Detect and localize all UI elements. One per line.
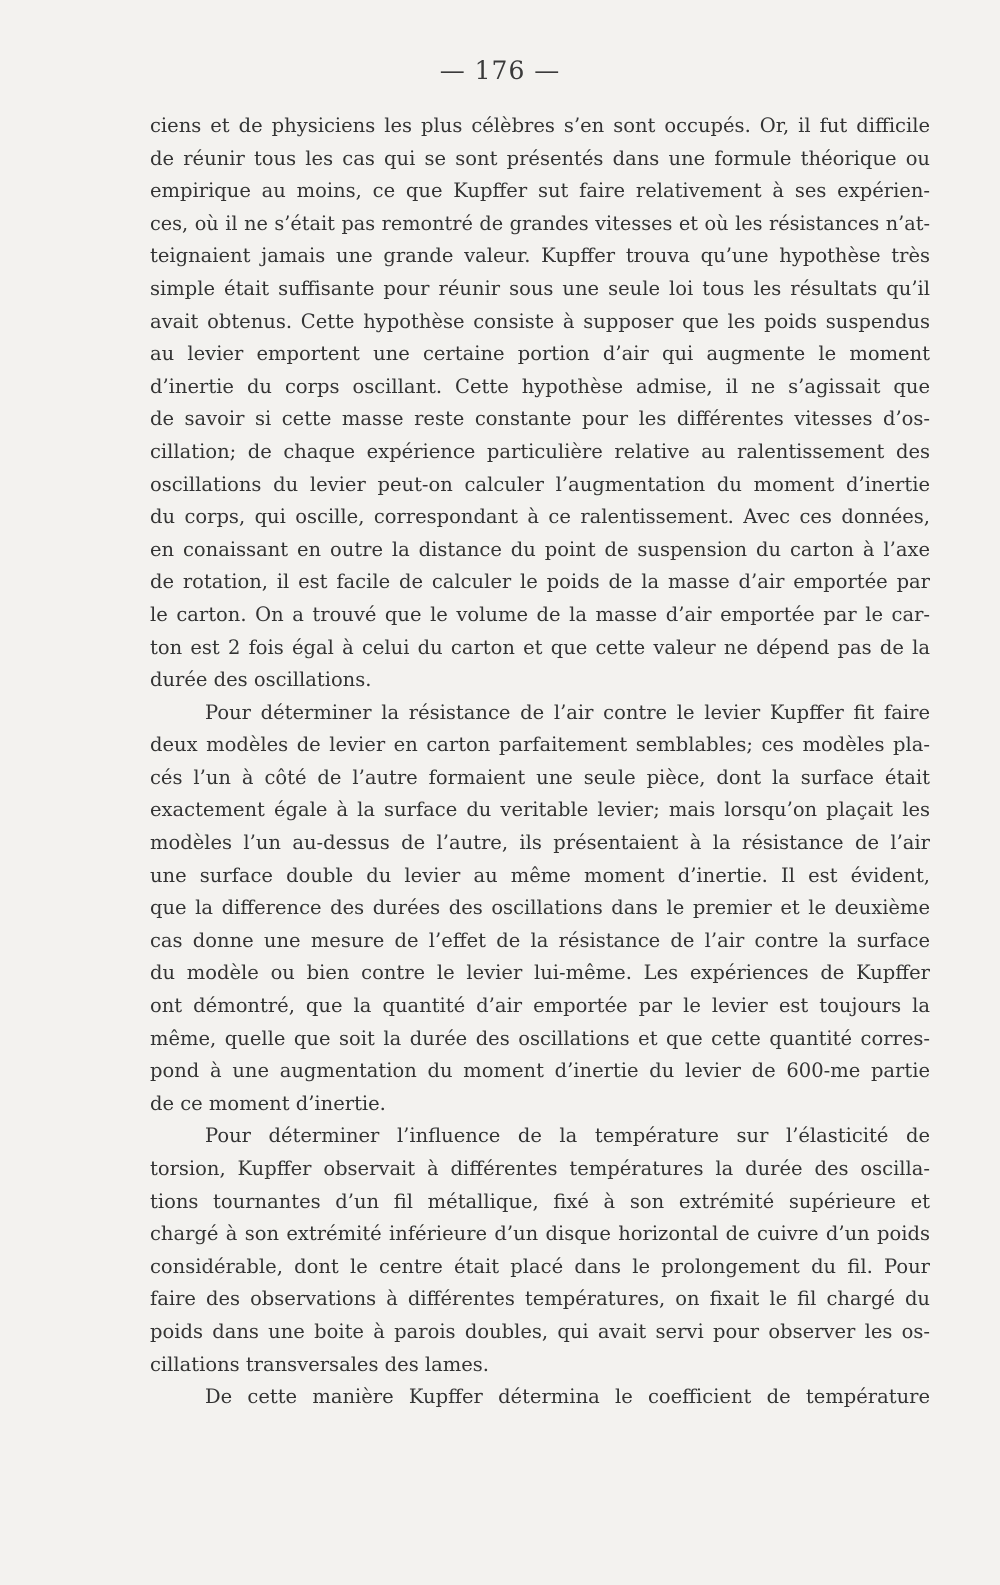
text-line: de ce moment d’inertie. xyxy=(150,1091,386,1115)
text-line: ces, où il ne s’était pas remontré de grandes vitesses et où les résistances n’at- xyxy=(150,211,930,235)
text-line: avait obtenus. Cette hypothèse consiste à supposer que les poids suspendus xyxy=(150,309,930,333)
text-line: de rotation, il est facile de calculer le poids de la masse d’air emportée par xyxy=(150,570,930,594)
text-line: modèles l’un au-dessus de l’autre, ils présentaient à la résistance de l’air xyxy=(150,831,930,855)
text-line: durée des oscillations. xyxy=(150,668,372,692)
text-line: teignaient jamais une grande valeur. Kupffer trouva qu’une hypothèse très xyxy=(150,244,930,268)
text-line: torsion, Kupffer observait à différentes températures la durée des oscilla- xyxy=(150,1157,930,1180)
text-line: considérable, dont le centre était placé dans le prolongement du fil. Pour xyxy=(150,1254,930,1278)
text-line: ciens et de physiciens les plus célèbres s’en sont occupés. Or, il fut difficile xyxy=(150,114,930,137)
text-line: une surface double du levier au même moment d’inertie. Il est évident, xyxy=(150,863,930,887)
text-line: ont démontré, que la quantité d’air emportée par le levier est toujours la xyxy=(150,994,930,1018)
text-line: poids dans une boite à parois doubles, qui avait servi pour observer les os- xyxy=(150,1319,930,1343)
text-line: même, quelle que soit la durée des oscillations et que cette quantité corres- xyxy=(150,1026,930,1050)
text-line: tions tournantes d’un fil métallique, fixé à son extrémité supérieure et xyxy=(150,1189,930,1213)
text-line: empirique au moins, ce que Kupffer sut faire relativement à ses expérien- xyxy=(150,179,930,203)
text-line: faire des observations à différentes températures, on fixait le fil chargé du xyxy=(150,1287,930,1311)
text-line: exactement égale à la surface du veritable levier; mais lorsqu’on plaçait les xyxy=(150,798,930,822)
text-line: que la difference des durées des oscillations dans le premier et le deuxième xyxy=(150,896,930,920)
text-line: Pour déterminer la résistance de l’air contre le levier Kupffer fit faire xyxy=(205,700,930,724)
text-line: cillation; de chaque expérience particulière relative au ralentissement des xyxy=(150,439,930,463)
text-line: De cette manière Kupffer détermina le coefficient de température xyxy=(205,1385,930,1409)
text-line: chargé à son extrémité inférieure d’un disque horizontal de cuivre d’un poids xyxy=(150,1222,930,1246)
page-number: — 176 — xyxy=(439,56,561,85)
text-line: au levier emportent une certaine portion d’air qui augmente le moment xyxy=(150,342,930,366)
text-line: deux modèles de levier en carton parfaitement semblables; ces modèles pla- xyxy=(150,733,930,757)
text-line: oscillations du levier peut-on calculer l’augmentation du moment d’inertie xyxy=(150,472,930,496)
text-line: de savoir si cette masse reste constante pour les différentes vitesses d’os- xyxy=(150,407,930,431)
text-line: le carton. On a trouvé que le volume de la masse d’air emportée par le car- xyxy=(150,602,930,626)
text-line: du corps, qui oscille, correspondant à ce ralentissement. Avec ces données, xyxy=(150,505,930,529)
text-line: cés l’un à côté de l’autre formaient une seule pièce, dont la surface était xyxy=(150,765,930,789)
text-line: d’inertie du corps oscillant. Cette hypothèse admise, il ne s’agissait que xyxy=(150,374,930,398)
text-line: pond à une augmentation du moment d’inertie du levier de 600-me partie xyxy=(150,1059,930,1083)
text-line: simple était suffisante pour réunir sous une seule loi tous les résultats qu’il xyxy=(150,276,930,300)
body-text xyxy=(150,110,930,1414)
text-line: cillations transversales des lames. xyxy=(150,1352,490,1376)
text-line: du modèle ou bien contre le levier lui-même. Les expériences de Kupffer xyxy=(150,961,930,985)
text-line: de réunir tous les cas qui se sont présentés dans une formule théorique ou xyxy=(150,146,930,170)
text-line: en conaissant en outre la distance du point de suspension du carton à l’axe xyxy=(150,537,930,561)
text-line: Pour déterminer l’influence de la température sur l’élasticité de xyxy=(205,1124,930,1148)
text-line: ton est 2 fois égal à celui du carton et que cette valeur ne dépend pas de la xyxy=(150,635,930,659)
text-line: cas donne une mesure de l’effet de la résistance de l’air contre la surface xyxy=(150,928,930,952)
